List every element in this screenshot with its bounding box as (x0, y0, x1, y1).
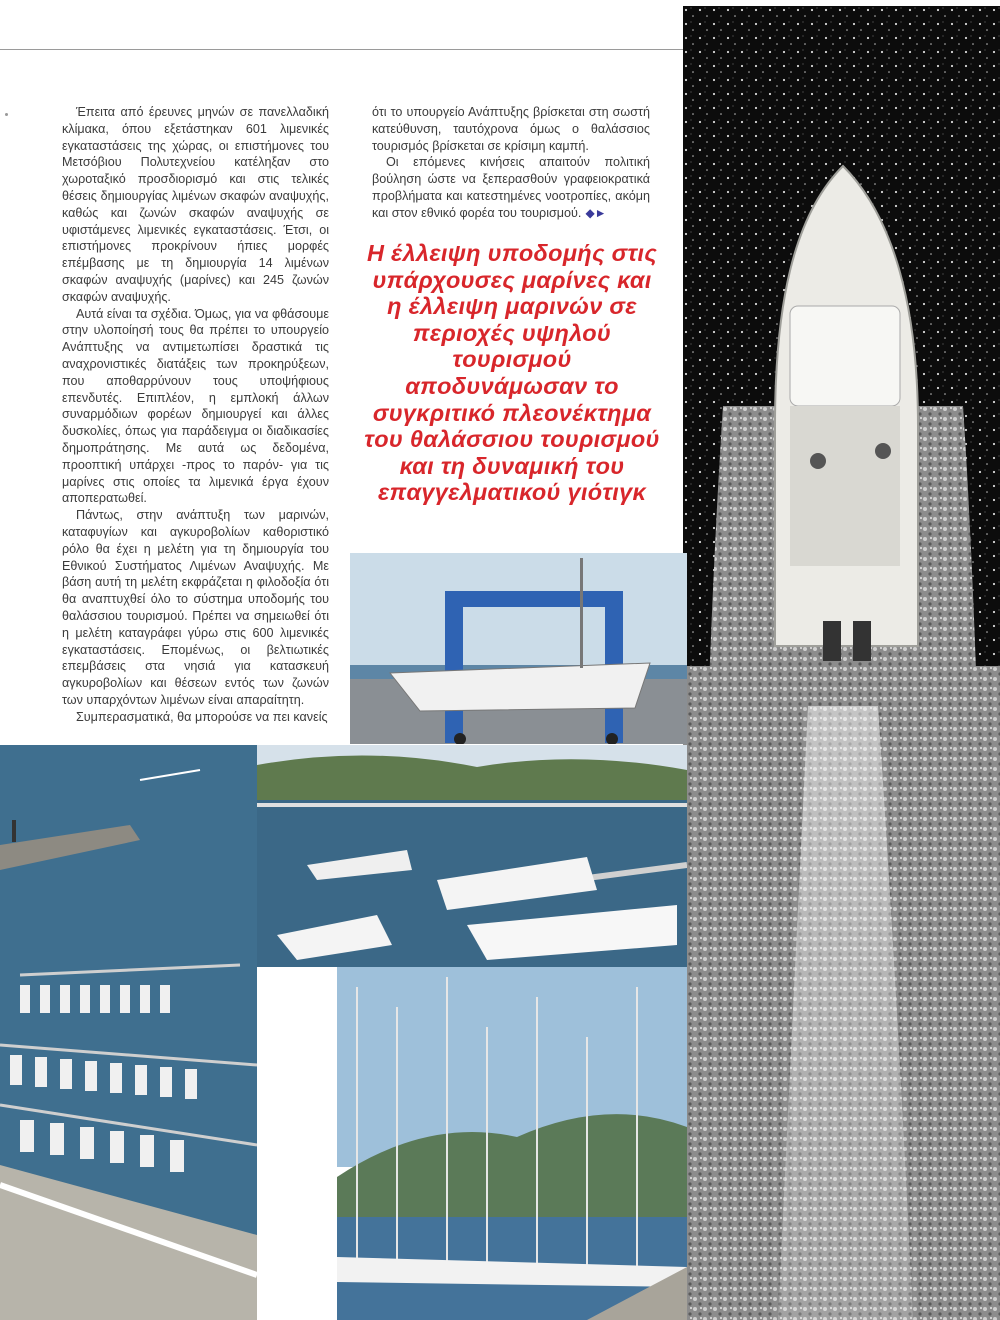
moored-yachts-photo (257, 745, 687, 967)
boat-travel-lift-photo (350, 553, 687, 744)
margin-dot (5, 113, 8, 116)
paragraph: Αυτά είναι τα σχέδια. Όμως, για να φθάσουμε στην υλοποίησή τους θα πρέπει το υπουργείο Ανάπτυξης να αντιμετωπίσει δραστικά τις αναχρονιστικές διατάξεις των προκηρύξεων, που αποθαρρύνουν τους υποψήφιους επενδυτές. Επιπλέον, η εμπλοκή άλλων συναρμόδιων φορέων δημιουργεί και άλλες δυσκολίες, όπως για παράδειγμα οι διαδικασίες δημοπράτησης. Με αυτά ως δεδομένα, προοπτική υπάρχει -προς το παρόν- για τις μαρίνες στις οποίες τα λιμενικά έργα έχουν αποπερατωθεί. (62, 306, 329, 506)
paragraph: Πάντως, στην ανάπτυξη των μαρινών, καταφυγίων και αγκυροβολίων καθοριστικό ρόλο θα έχει η μελέτη για τη δημιουργία του Εθνικού Συστήματος Λιμένων Αναψυχής. Με βάση αυτή τη μελέτη εκφράζεται η φιλοδοξία ότι θα αναπτυχθεί όλο το σύστημα υποδομής του θαλάσσιου τουρισμού. Πρέπει να σημειωθεί ότι η μελέτη καταγράφει γύρω στις 600 λιμενικές εγκαταστάσεις. Επομένως, οι βελτιωτικές επεμβάσεις στα νησιά για κατασκευή αγκυροβολίων και θέσεων εντός των ζωνών των υπαρχόντων λιμένων είναι απαραίτητη. (62, 508, 329, 707)
sailboat-marina-photo (337, 967, 687, 1320)
harbor-aerial-photo (0, 745, 257, 1320)
pull-quote: Η έλλειψη υποδομής στις υπάρχουσες μαρίνες και η έλλειψη μαρινών σε περιοχές υψηλού τουρισμού αποδυνάμωσαν το συγκριτικό πλεονέκτημα του θαλάσσιου τουρισμού και τη δυναμική του επαγγελματικού γιότιγκ (364, 240, 660, 506)
paragraph: Έπειτα από έρευνες μηνών σε πανελλαδική κλίμακα, όπου εξετάστηκαν 601 λιμενικές εγκαταστάσεις της χώρας, οι επιστήμονες του Μετσόβιου Πολυτεχνείου κατέληξαν στο χωροταξικό προσδιορισμό και στις τελικές θέσεις δημιουργίας λιμένων σκαφών αναψυχής, καθώς και ζωνών σκαφών αναψυχής σε υφιστάμενες λιμενικές εγκαταστάσεις. Έτσι, οι επιστήμονες προκρίνουν ήπιες μορφές επέμβασης με τη δημιουργία 14 λιμένων σκαφών αναψυχής (μαρίνες) και 245 ζωνών σκαφών αναψυχής. (62, 105, 329, 304)
paragraph: ότι το υπουργείο Ανάπτυξης βρίσκεται στη σωστή κατεύθυνση, ταυτόχρονα όμως ο θαλάσσιος τουρισμός βρίσκεται σε κρίσιμη καμπή. (372, 105, 650, 153)
top-rule (0, 49, 690, 50)
paragraph: Συμπερασματικά, θα μπορούσε να πει κανείς (76, 709, 328, 724)
paragraph (372, 154, 650, 221)
article-column-1 (62, 104, 329, 725)
paragraph-text: Οι επόμενες κινήσεις απαιτούν πολιτική βούληση ώστε να ξεπερασθούν γραφειοκρατικά προβλήματα και κατεστημένες νοοτροπίες, ακόμη και στον εθνικό φορέα του τουρισμού. (372, 155, 650, 220)
speedboat-aerial-photo (683, 6, 1000, 1320)
article-column-2 (372, 104, 650, 222)
end-arrow-icon: ◆► (585, 205, 607, 220)
